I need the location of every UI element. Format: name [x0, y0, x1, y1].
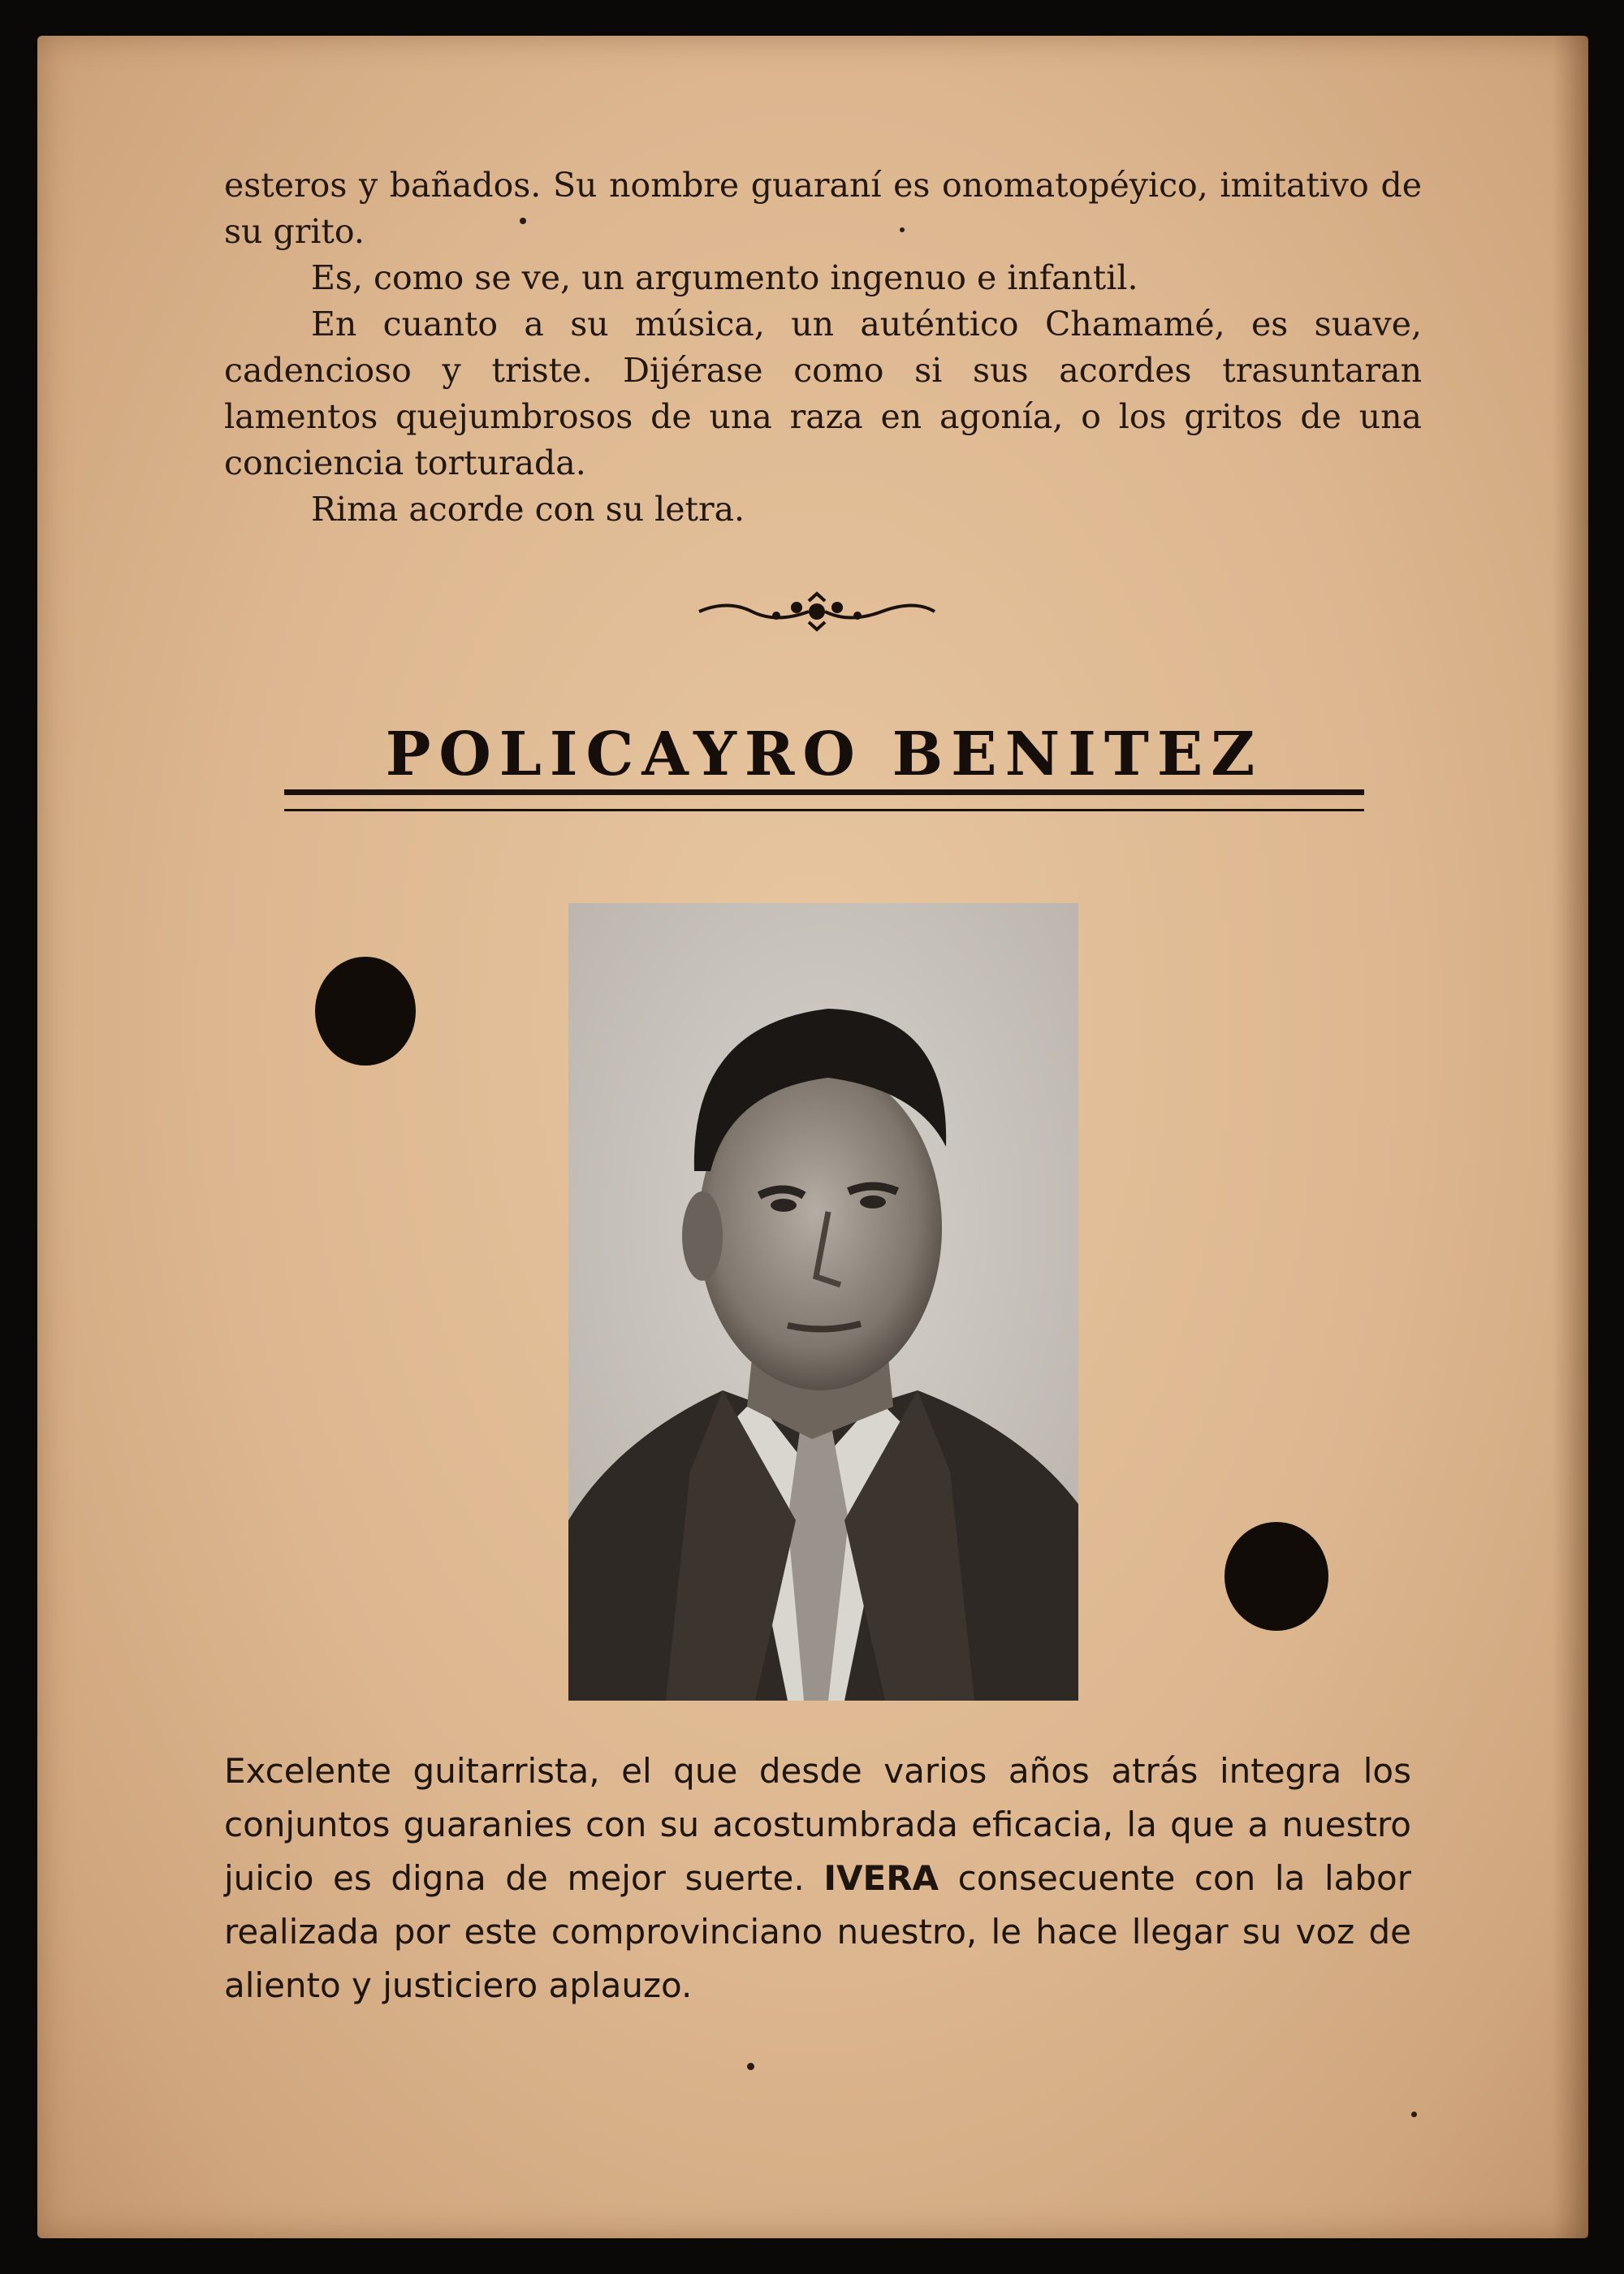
ink-speck: [747, 2063, 754, 2070]
ornament-divider: [695, 591, 939, 632]
paragraph-4: Rima acorde con su letra.: [311, 490, 745, 529]
photo-caption: [224, 1744, 1411, 2012]
headline-rule-thin: [284, 809, 1364, 811]
page-spine-shadow: [1553, 36, 1588, 2238]
headline: POLICAYRO BENITEZ: [385, 720, 1263, 789]
headline-rule-thick: [284, 789, 1364, 795]
paragraph-3: En cuanto a su música, un auténtico Chamamé, es suave, cadencioso y triste. Dijérase como si sus acordes trasuntaran lamentos quejumbrosos de una raza en agonía, o los gritos de una conciencia torturada.: [224, 305, 1422, 482]
ink-speck: [1411, 2112, 1417, 2117]
paragraph-2: Es, como se ve, un argumento ingenuo e infantil.: [311, 258, 1138, 297]
caption-lead: Excelente guitarrista, el que desde varios años atrás integra los conjuntos guaranies con su acostumbrada eficacia, la que a nuestro juicio es digna de mejor suerte.: [224, 1751, 1411, 1898]
paragraph-1: esteros y bañados. Su nombre guaraní es onomatopéyico, imitativo de su grito.: [224, 166, 1422, 251]
ink-speck: [520, 218, 526, 224]
portrait-photo: [568, 903, 1078, 1701]
caption-rest: consecuente con la labor realizada por este comprovinciano nuestro, le hace llegar su voz de aliento y justiciero aplauzo.: [224, 1858, 1411, 2005]
portrait-illustration: [568, 903, 1078, 1701]
ink-speck: [900, 227, 905, 232]
punch-hole: [315, 957, 416, 1066]
punch-hole: [1224, 1522, 1328, 1631]
article-text: [224, 162, 1422, 533]
caption-emphasis: IVERA: [823, 1858, 939, 1898]
